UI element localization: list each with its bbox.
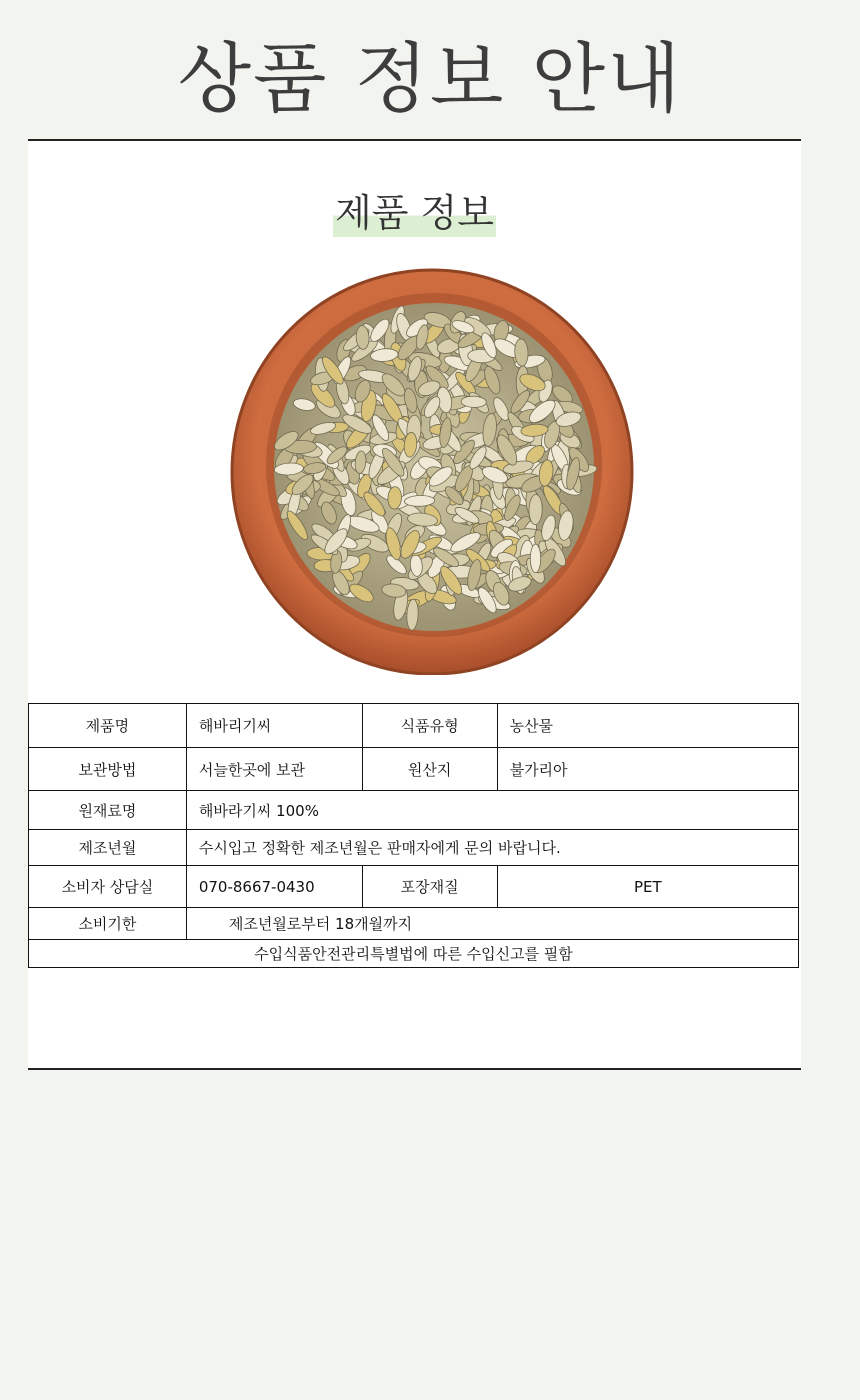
value-packaging: PET (497, 866, 798, 908)
label-expiry: 소비기한 (29, 908, 187, 940)
label-food-type: 식품유형 (362, 704, 497, 748)
value-ingredients: 해바라기씨 100% (186, 791, 798, 830)
label-product-name: 제품명 (29, 704, 187, 748)
value-manufacture-date: 수시입고 정확한 제조년월은 판매자에게 문의 바랍니다. (186, 830, 798, 866)
label-origin: 원산지 (362, 748, 497, 791)
value-food-type: 농산물 (497, 704, 798, 748)
label-manufacture-date: 제조년월 (29, 830, 187, 866)
table-row (29, 940, 799, 968)
value-expiry: 제조년월로부터 18개월까지 (186, 908, 798, 940)
label-storage: 보관방법 (29, 748, 187, 791)
value-product-name: 해바리기씨 (186, 704, 362, 748)
table-row (29, 866, 799, 908)
product-image (228, 265, 636, 675)
value-origin: 불가리아 (497, 748, 798, 791)
section-title (28, 189, 801, 237)
table-row (29, 791, 799, 830)
product-info-table (28, 703, 799, 968)
import-notice: 수입식품안전관리특별법에 따른 수입신고를 필함 (29, 940, 799, 968)
product-info-panel (28, 139, 801, 1070)
label-ingredients: 원재료명 (29, 791, 187, 830)
label-consumer-center: 소비자 상담실 (29, 866, 187, 908)
section-title-text: 제품 정보 (335, 191, 494, 235)
table-row (29, 748, 799, 791)
value-consumer-center: 070-8667-0430 (186, 866, 362, 908)
label-packaging: 포장재질 (362, 866, 497, 908)
page-title: 상품 정보 안내 (177, 34, 683, 123)
value-storage: 서늘한곳에 보관 (186, 748, 362, 791)
table-row (29, 704, 799, 748)
table-row (29, 908, 799, 940)
table-row (29, 830, 799, 866)
